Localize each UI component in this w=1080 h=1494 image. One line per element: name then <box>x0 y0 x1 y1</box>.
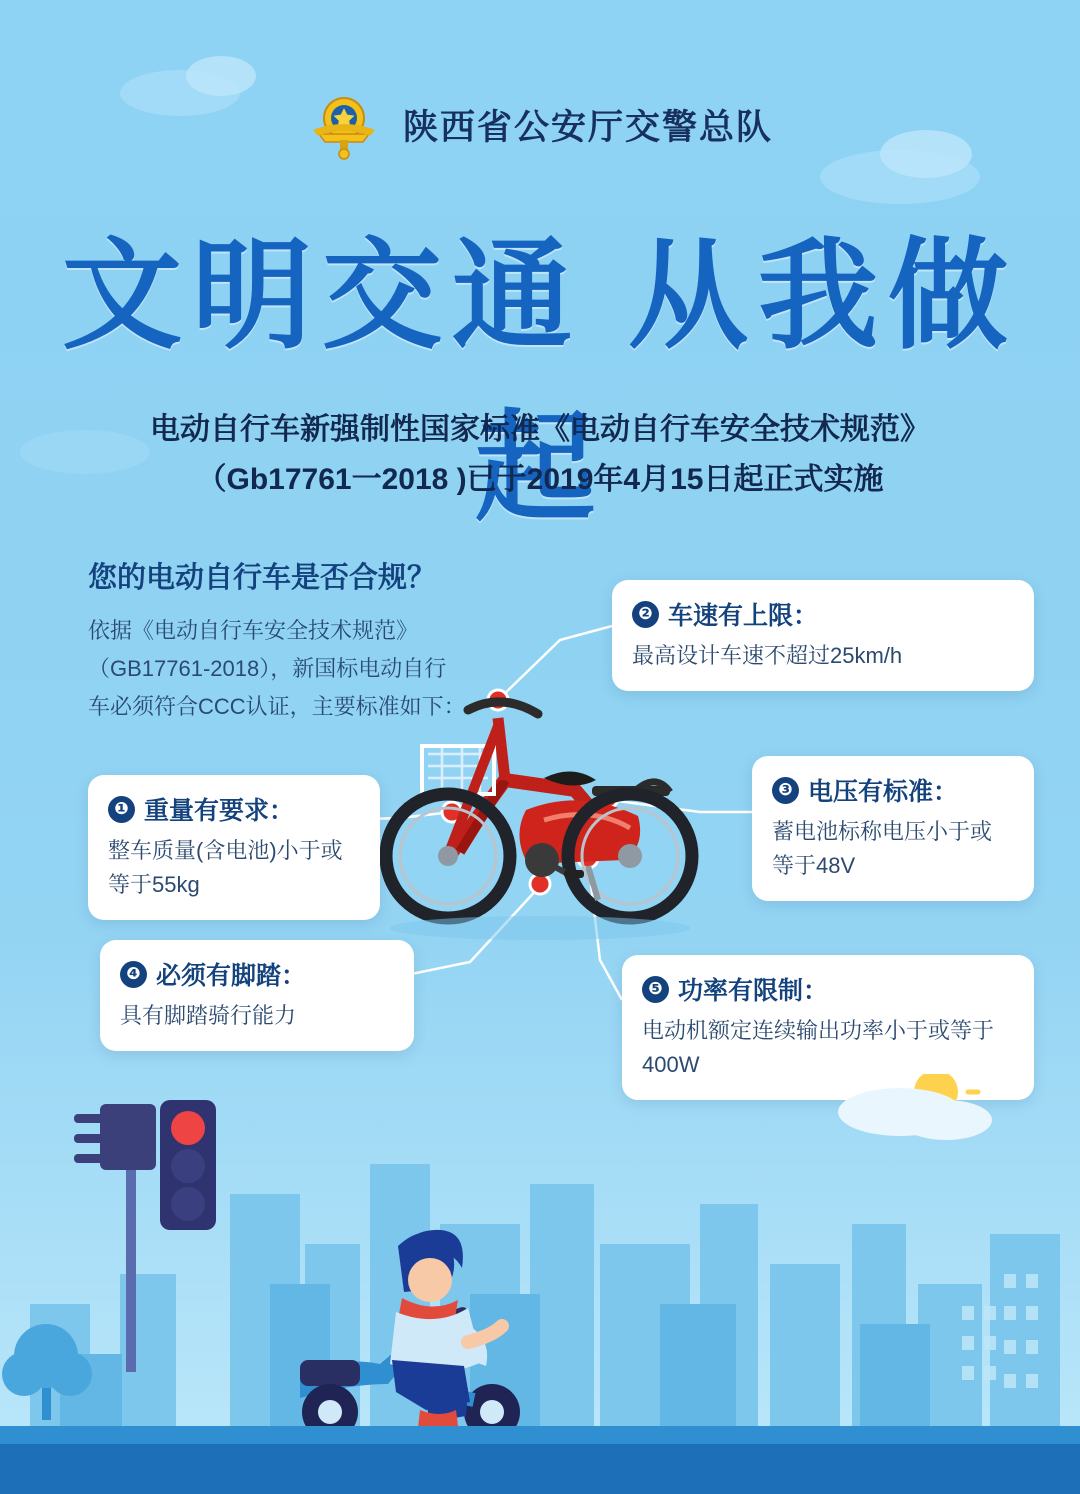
callout-1-body: 整车质量(含电池)小于或等于55kg <box>108 838 343 897</box>
callout-card-1[interactable] <box>88 775 380 920</box>
callout-4-number: ❹ <box>120 961 147 988</box>
subtitle-line-2: （Gb17761一2018 )已于2019年4月15日起正式实施 <box>196 463 884 496</box>
callout-4-title-row <box>120 956 392 992</box>
callout-5-title: 功率有限制： <box>678 977 829 1005</box>
header <box>0 88 1080 162</box>
callout-card-2[interactable] <box>612 580 1034 691</box>
callout-2-title-row <box>632 596 1012 632</box>
callout-3-body: 蓄电池标称电压小于或等于48V <box>772 819 993 878</box>
intro-heading: 您的电动自行车是否合规？ <box>88 562 437 594</box>
callout-card-3[interactable] <box>752 756 1034 901</box>
slogan-part-1: 文明交通 <box>62 227 582 366</box>
intro-paragraph: 依据《电动自行车安全技术规范》（GB17761-2018），新国标电动自行车必须符合CCC认证，主要标准如下： <box>88 618 466 719</box>
callout-card-4[interactable] <box>100 940 414 1051</box>
police-emblem-icon <box>307 88 381 162</box>
subtitle-line-1: 电动自行车新强制性国家标准《电动自行车安全技术规范》 <box>150 413 930 446</box>
callout-4-title: 必须有脚踏： <box>156 962 307 990</box>
organization-title: 陕西省公安厅交警总队 <box>402 108 773 147</box>
callout-5-title-row <box>642 971 1012 1007</box>
slogan-part-2: 从我做起 <box>475 227 1018 538</box>
city-skyline-illustration <box>0 1074 1080 1494</box>
red-electric-bicycle-photo <box>330 660 750 950</box>
callout-2-body: 最高设计车速不超过25km/h <box>632 643 903 668</box>
callout-5-number: ❺ <box>642 976 669 1003</box>
callout-1-title-row <box>108 791 358 827</box>
callout-5-body: 电动机额定连续输出功率小于或等于400W <box>642 1018 995 1077</box>
callout-3-title: 电压有标准： <box>808 778 959 806</box>
subtitle-block <box>0 405 1080 505</box>
callout-1-number: ❶ <box>108 796 135 823</box>
callout-3-title-row <box>772 772 1012 808</box>
callout-2-title: 车速有上限： <box>668 602 819 630</box>
callout-2-number: ❷ <box>632 601 659 628</box>
callout-1-title: 重量有要求： <box>144 797 295 825</box>
callout-3-number: ❸ <box>772 777 799 804</box>
callout-4-body: 具有脚踏骑行能力 <box>120 1003 297 1028</box>
